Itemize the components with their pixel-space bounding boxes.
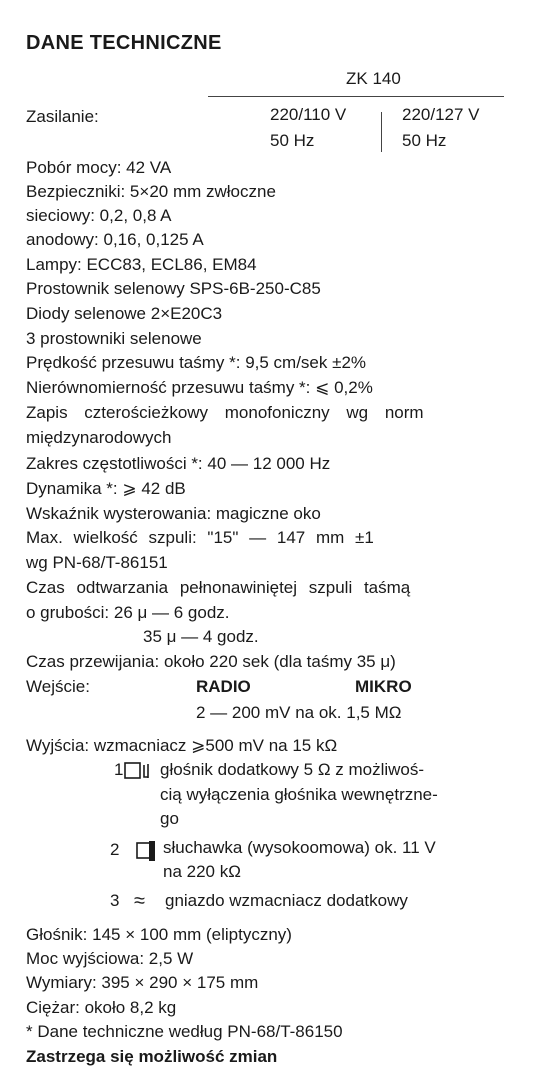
fuse-anode: anodowy: 0,16, 0,125 A xyxy=(26,230,204,249)
footnote: * Dane techniczne według PN-68/T-86150 xyxy=(26,1022,343,1041)
output-1-line2: cią wyłączenia głośnika wewnętrzne- xyxy=(160,785,438,804)
play-time-35: 35 μ — 4 godz. xyxy=(143,627,259,646)
tape-speed xyxy=(26,352,490,374)
fuses: Bezpieczniki: 5×20 mm zwłoczne xyxy=(26,182,276,201)
play-time-26: o grubości: 26 μ — 6 godz. xyxy=(26,603,230,622)
header-rule xyxy=(208,96,504,97)
model-name: ZK 140 xyxy=(346,69,401,88)
diodes: Diody selenowe 2×E20C3 xyxy=(26,304,223,323)
play-time: Czas odtwarzania pełnonawiniętej szpuli taśmą xyxy=(26,578,411,597)
supply-col1-voltage: 220/110 V xyxy=(270,105,347,124)
supply-col2-freq: 50 Hz xyxy=(402,131,447,150)
reel-standard: wg PN-68/T-86151 xyxy=(26,553,168,572)
output-3-line1: gniazdo wzmacniacz dodatkowy xyxy=(165,891,408,910)
dynamics: Dynamika *: ⩾ 42 dB xyxy=(26,479,186,498)
input-radio: RADIO xyxy=(196,677,251,696)
tubes: Lampy: ECC83, ECL86, EM84 xyxy=(26,255,257,274)
rectifiers-count: 3 prostowniki selenowe xyxy=(26,329,202,348)
output-1-number: 1 xyxy=(114,760,124,779)
tape-speed-text: Prędkość przesuwu taśmy *: 9,5 cm/sek ±2% xyxy=(26,353,367,372)
rewind-time: Czas przewijania: około 220 sek (dla taśmy 35 μ) xyxy=(26,652,396,671)
wow-flutter: Nierównomierność przesuwu taśmy *: ⩽ 0,2% xyxy=(26,378,373,397)
recording-mode-cont: międzynarodowych xyxy=(26,428,172,447)
supply-label: Zasilanie: xyxy=(26,107,99,126)
level-indicator: Wskaźnik wysterowania: magiczne oko xyxy=(26,504,321,523)
output-2-number: 2 xyxy=(110,840,120,859)
page-title: DANE TECHNICZNE xyxy=(26,32,222,54)
input-mikro: MIKRO xyxy=(355,677,412,696)
frequency-range: Zakres częstotliwości *: 40 — 12 000 Hz xyxy=(26,454,331,473)
output-power: Moc wyjściowa: 2,5 W xyxy=(26,949,194,968)
output-3-number: 3 xyxy=(110,891,120,910)
speaker-socket-icon xyxy=(124,761,154,781)
output-1-line1: głośnik dodatkowy 5 Ω z możliwoś- xyxy=(160,760,425,779)
dimensions: Wymiary: 395 × 290 × 175 mm xyxy=(26,973,259,992)
reservation-note: Zastrzega się możliwość zmian xyxy=(26,1047,278,1066)
headphone-socket-icon xyxy=(136,840,160,862)
supply-col1-freq: 50 Hz xyxy=(270,131,315,150)
fuse-mains: sieciowy: 0,2, 0,8 A xyxy=(26,206,172,225)
rectifier: Prostownik selenowy SPS-6B-250-C85 xyxy=(26,279,321,298)
input-label: Wejście: xyxy=(26,677,90,696)
weight: Ciężar: około 8,2 kg xyxy=(26,998,177,1017)
output-3-symbol: ≈ xyxy=(134,890,145,912)
supply-col2-voltage: 220/127 V xyxy=(402,105,480,124)
output-2-line1: słuchawka (wysokoomowa) ok. 11 V xyxy=(163,838,436,857)
output-2-line2: na 220 kΩ xyxy=(163,862,241,881)
speaker: Głośnik: 145 × 100 mm (eliptyczny) xyxy=(26,925,292,944)
power-consumption: Pobór mocy: 42 VA xyxy=(26,158,172,177)
supply-divider xyxy=(381,112,382,152)
outputs-amplifier: Wyjścia: wzmacniacz ⩾500 mV na 15 kΩ xyxy=(26,736,338,755)
input-spec: 2 — 200 mV na ok. 1,5 MΩ xyxy=(196,703,402,722)
output-1-line3: go xyxy=(160,809,179,828)
reel-size: Max. wielkość szpuli: "15" — 147 mm ±1 xyxy=(26,528,374,547)
recording-mode: Zapis czterościeżkowy monofoniczny wg norm xyxy=(26,403,424,422)
